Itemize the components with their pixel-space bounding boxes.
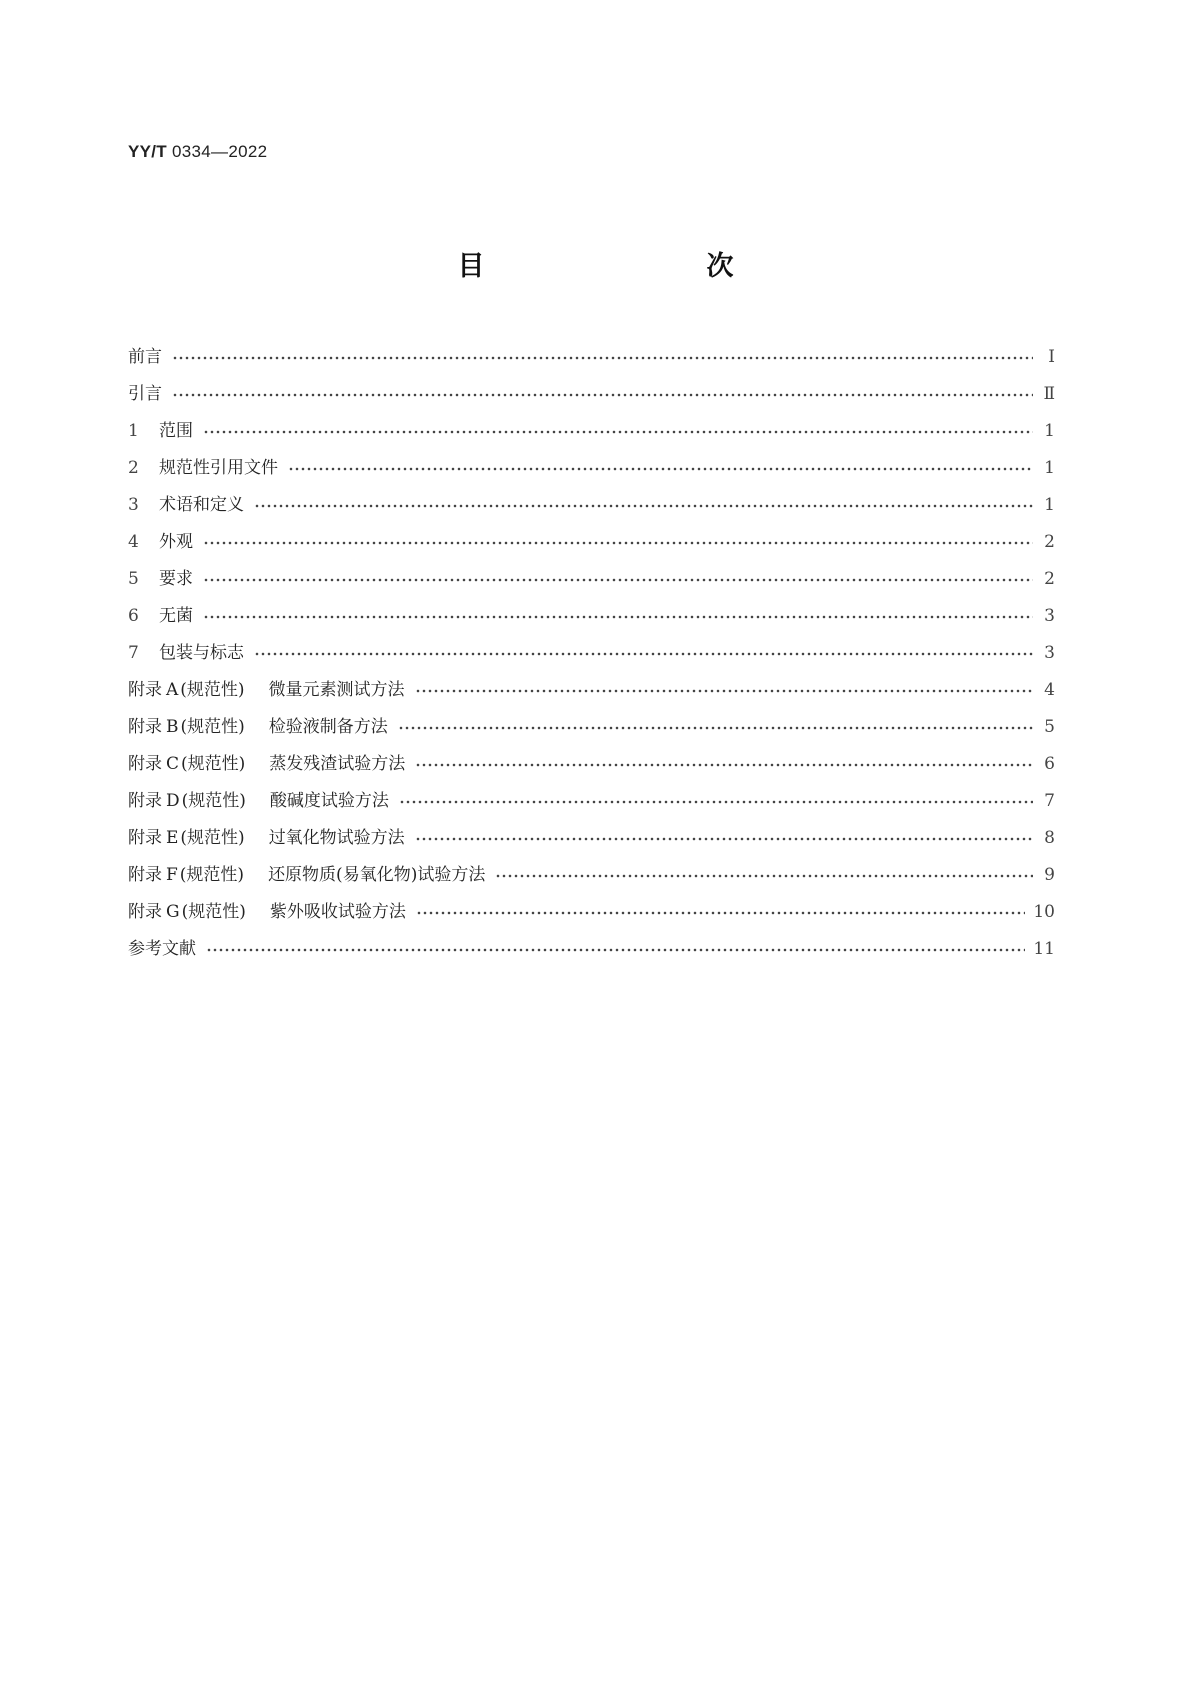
dot-leader [398, 718, 1033, 732]
toc-entry-page: 3 [1044, 606, 1055, 626]
annex-word: 附录 [128, 791, 162, 811]
toc-entry-label: 要求 [159, 569, 193, 589]
toc-entry-label: 包装与标志 [159, 643, 244, 663]
dot-leader [416, 903, 1026, 917]
toc-entry-annex-g[interactable] [128, 897, 1055, 934]
toc-entry-number: 6 [128, 606, 139, 626]
document-code: 0334—2022 [172, 142, 268, 161]
annex-letter: G [166, 902, 180, 922]
toc-entry-page: 10 [1033, 902, 1055, 922]
toc-entry-annex-a[interactable] [128, 675, 1055, 712]
toc-entry-annex-d[interactable] [128, 786, 1055, 823]
dot-leader [288, 459, 1033, 473]
toc-entry-page: 6 [1044, 754, 1055, 774]
annex-title: 紫外吸收试验方法 [269, 902, 406, 922]
annex-title: 检验液制备方法 [268, 717, 388, 737]
toc-entry-annex-c[interactable] [128, 749, 1055, 786]
toc-entry-clause-4[interactable] [128, 527, 1055, 564]
dot-leader [415, 681, 1033, 695]
dot-leader [254, 644, 1033, 658]
toc-entry-label: 外观 [159, 532, 193, 552]
annex-letter: A [166, 680, 179, 700]
toc-entry-label [128, 712, 398, 737]
toc-entry-page: 3 [1044, 643, 1055, 663]
toc-entry-label [128, 786, 399, 811]
annex-title: 过氧化物试验方法 [268, 828, 405, 848]
annex-kind: (规范性) [179, 865, 245, 885]
annex-word: 附录 [128, 754, 162, 774]
toc-entry-label [128, 749, 415, 774]
dot-leader [399, 792, 1033, 806]
toc-entry-foreword[interactable] [128, 342, 1055, 379]
annex-kind: (规范性) [180, 680, 245, 700]
dot-leader [206, 940, 1025, 954]
toc-entry-page: 11 [1033, 939, 1055, 959]
toc-entry-page: 1 [1044, 458, 1055, 478]
toc-entry-label: 范围 [159, 421, 193, 441]
toc-entry-clause-7[interactable] [128, 638, 1055, 675]
annex-title: 酸碱度试验方法 [269, 791, 389, 811]
annex-kind: (规范性) [181, 902, 246, 922]
toc-entry-clause-2[interactable] [128, 453, 1055, 490]
toc-entry-label: 前言 [128, 347, 162, 367]
toc-entry-page: 2 [1044, 532, 1055, 552]
toc-entry-label [128, 897, 416, 922]
toc-entry-page: 5 [1044, 717, 1055, 737]
toc-entry-number: 1 [128, 421, 139, 441]
dot-leader [203, 533, 1033, 547]
annex-kind: (规范性) [181, 791, 246, 811]
annex-word: 附录 [128, 828, 162, 848]
toc-entry-clause-3[interactable] [128, 490, 1055, 527]
toc-entry-introduction[interactable] [128, 379, 1055, 416]
toc-entry-clause-5[interactable] [128, 564, 1055, 601]
toc-entry-number: 2 [128, 458, 139, 478]
annex-word: 附录 [128, 680, 162, 700]
dot-leader [254, 496, 1033, 510]
annex-letter: E [166, 828, 179, 848]
toc-entry-page: Ⅱ [1043, 384, 1055, 404]
annex-title: 蒸发残渣试验方法 [269, 754, 406, 774]
toc-entry-page: 1 [1044, 421, 1055, 441]
annex-letter: D [166, 791, 180, 811]
toc-entry-annex-b[interactable] [128, 712, 1055, 749]
toc-entry-page: 1 [1044, 495, 1055, 515]
annex-letter: C [166, 754, 180, 774]
toc-entry-clause-6[interactable] [128, 601, 1055, 638]
dot-leader [203, 607, 1033, 621]
toc-entry-page: 9 [1044, 865, 1055, 885]
toc-entry-clause-1[interactable] [128, 416, 1055, 453]
annex-kind: (规范性) [181, 754, 246, 774]
document-prefix: YY/T [128, 142, 167, 161]
annex-word: 附录 [128, 717, 162, 737]
toc-entry-number: 3 [128, 495, 139, 515]
toc-entry-number: 7 [128, 643, 139, 663]
dot-leader [172, 385, 1033, 399]
annex-kind: (规范性) [180, 828, 245, 848]
toc-entry-number: 5 [128, 569, 139, 589]
dot-leader [415, 829, 1033, 843]
dot-leader [415, 755, 1033, 769]
annex-word: 附录 [128, 902, 162, 922]
dot-leader [203, 570, 1033, 584]
toc-entry-label [128, 860, 495, 885]
dot-leader [172, 348, 1033, 362]
document-number [128, 142, 267, 162]
annex-word: 附录 [128, 865, 162, 885]
toc-entry-label: 术语和定义 [159, 495, 244, 515]
toc-entry-label: 规范性引用文件 [159, 458, 278, 478]
annex-letter: B [166, 717, 179, 737]
annex-letter: F [166, 865, 178, 885]
toc-heading: 目 次 [457, 251, 790, 282]
toc-entry-page: 2 [1044, 569, 1055, 589]
toc-entry-label: 参考文献 [128, 939, 196, 959]
toc-entry-annex-e[interactable] [128, 823, 1055, 860]
annex-title: 还原物质(易氧化物)试验方法 [268, 865, 486, 885]
toc-entry-bibliography[interactable] [128, 934, 1055, 971]
table-of-contents [128, 342, 1055, 971]
toc-entry-page: 4 [1044, 680, 1055, 700]
toc-entry-page: 7 [1044, 791, 1055, 811]
toc-entry-label: 无菌 [159, 606, 193, 626]
toc-entry-page: Ⅰ [1048, 347, 1055, 367]
toc-entry-label [128, 675, 415, 700]
annex-title: 微量元素测试方法 [268, 680, 405, 700]
toc-entry-label [128, 823, 415, 848]
annex-kind: (规范性) [180, 717, 245, 737]
dot-leader [495, 866, 1033, 880]
toc-entry-page: 8 [1044, 828, 1055, 848]
dot-leader [203, 422, 1033, 436]
toc-entry-annex-f[interactable] [128, 860, 1055, 897]
toc-entry-number: 4 [128, 532, 139, 552]
toc-entry-label: 引言 [128, 384, 162, 404]
